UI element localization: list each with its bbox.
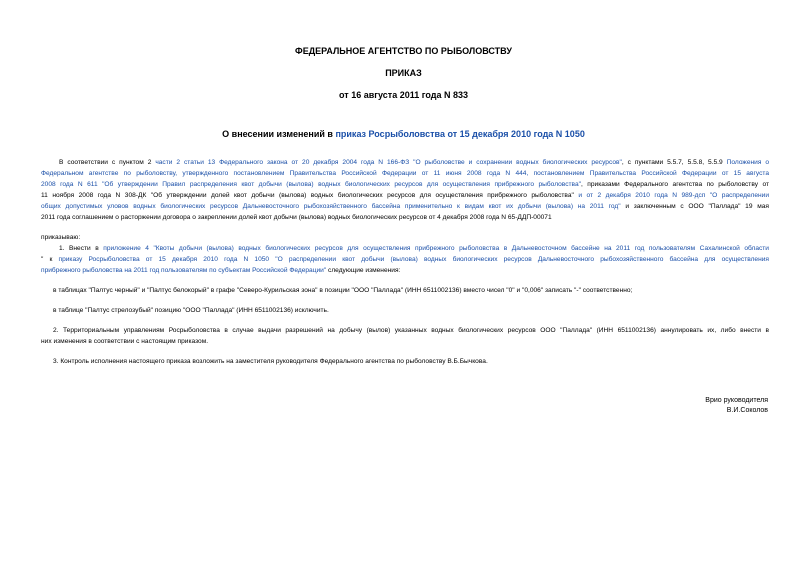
item2-line-2: них изменения в соответствии с настоящим приказом.	[41, 338, 209, 345]
item1-line-2: " к приказу Росрыболовства от 15 декабря 2010 года N 1050 "О распределении квот добычи (вылова) водных биологических ресурсов Дальневосточного рыбохозяйственного бассейна для осуществления	[41, 256, 769, 263]
item1-sub-2: в таблице "Палтус стрелозубый" позицию "ООО "Паллада" (ИНН 6511002136) исключить.	[53, 307, 329, 314]
link-regulation[interactable]: Положения о	[726, 159, 770, 166]
doc-title-link[interactable]: приказ Росрыболовства от 15 декабря 2010 года N 1050	[335, 129, 585, 139]
order-word: приказываю:	[41, 234, 81, 241]
doc-title-prefix: О внесении изменений в	[222, 129, 336, 139]
preamble-line-2	[41, 169, 769, 178]
signature-role: Врио руководителя	[705, 397, 768, 404]
item1-line-1: 1. Внести в приложение 4 "Квоты добычи (вылова) водных биологических ресурсов для осуществления прибрежного рыболовства в Дальневосточном бассейне на 2011 год пользователям Сахалинской области	[59, 245, 769, 252]
link-appendix-4[interactable]: приложение 4 "Квоты добычи (вылова) водных биологических ресурсов для осуществления прибрежного рыболовства в Дальневосточном бассейне на 2011 год пользователям Сахалинской области	[103, 245, 769, 252]
doc-date-number: от 16 августа 2011 года N 833	[339, 90, 468, 100]
signature-name: В.И.Соколов	[726, 407, 768, 414]
item2-line-1: 2. Территориальным управлениям Росрыболовства в случае выдачи разрешений на добычу (вылов) указанных водных биологических ресурсов ООО "Паллада" (ИНН 6511002136) аннулировать их, либо внести в	[53, 327, 769, 334]
item3: 3. Контроль исполнения настоящего приказа возложить на заместителя руководителя Федерального агентства по рыболовству В.Б.Бычкова.	[53, 358, 488, 365]
link-order-989[interactable]: и от 2 декабря 2010 года N 989-дсп "О распределении	[578, 192, 770, 199]
link-federal-law[interactable]: части 2 статьи 13 Федерального закона от 20 декабря 2004 года N 166-ФЗ "О рыболовстве и сохранении водных биологических ресурсов"	[155, 159, 622, 166]
agency-heading: ФЕДЕРАЛЬНОЕ АГЕНТСТВО ПО РЫБОЛОВСТВУ	[295, 46, 512, 56]
item1-sub-1: в таблицах "Палтус черный" и "Палтус белокорый" в графе "Северо-Курильская зона" в позиции "ООО "Паллада" (ИНН 6511002136) вместо чисел "0" и "0,006" записать "-" соответственно;	[53, 287, 633, 294]
link-decree-611[interactable]: 2008 года N 611 "Об утверждении Правил распределения квот добычи (вылова) водных биологических ресурсов для осуществления прибрежного рыболовства"	[41, 181, 581, 188]
preamble-line-4: 11 ноября 2008 года N 308-ДК "Об утверждении долей квот добычи (вылова) водных биологических ресурсов для осуществления прибрежного рыболовства" и от 2 декабря 2010 года N 989-дсп "О распределении	[41, 192, 770, 199]
item1-line-3: прибрежного рыболовства на 2011 год пользователям по субъектам Российской Федерации" следующие изменения:	[41, 267, 401, 274]
link-order-1050[interactable]: приказу Росрыболовства от 15 декабря 2010 года N 1050 "О распределении квот добычи (вылова) водных биологических ресурсов Дальневосточного рыбохозяйственного бассейна для осуществления	[58, 256, 769, 263]
preamble-line-5: общих допустимых уловов водных биологических ресурсов Дальневосточного рыбохозяйственного бассейна применительно к видам квот их добычи (вылова) на 2011 год" и заключенным с ООО "Паллада" 19 мая	[41, 203, 769, 210]
link-order-1050-cont[interactable]: прибрежного рыболовства на 2011 год пользователям по субъектам Российской Федерации"	[41, 267, 327, 274]
preamble-line-1: В соответствии с пунктом 2 части 2 статьи 13 Федерального закона от 20 декабря 2004 года N 166-ФЗ "О рыболовстве и сохранении водных биологических ресурсов", с пунктами 5.5.7, 5.5.8, 5.5.9 Положения о	[59, 159, 770, 166]
doc-title	[0, 129, 807, 139]
preamble-line-6: 2011 года соглашением о расторжении договора о закреплении долей квот добычи (вылова) водных биологических ресурсов от 4 декабря 2008 года N 65-ДДП-00071	[41, 214, 552, 221]
preamble-line-3: 2008 года N 611 "Об утверждении Правил распределения квот добычи (вылова) водных биологических ресурсов для осуществления прибрежного рыболовства", приказами Федерального агентства по рыболовству от	[41, 181, 769, 188]
link-order-989-cont[interactable]: общих допустимых уловов водных биологических ресурсов Дальневосточного рыбохозяйственного бассейна применительно к видам квот их добычи (вылова) на 2011 год"	[41, 203, 621, 210]
doc-type-heading: ПРИКАЗ	[385, 68, 422, 78]
link-regulation-cont[interactable]: Федеральном агентстве по рыболовству, утвержденного постановлением Правительства Российской Федерации от 11 июня 2008 года N 444, постановлением Правительства Российской Федерации от 15 августа	[41, 170, 769, 177]
